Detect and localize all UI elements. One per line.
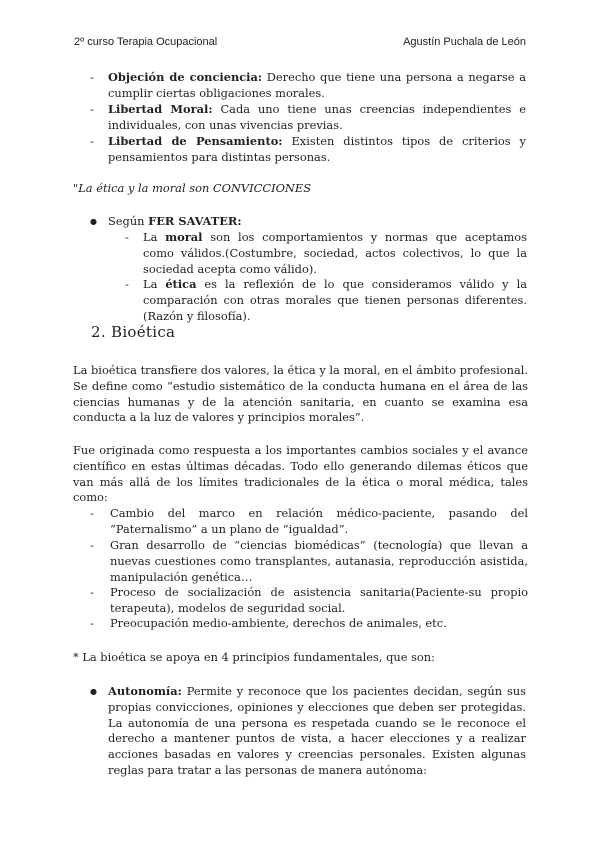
change-item: Preocupación medio-ambiente, derechos de animales, etc. [110, 616, 447, 630]
term-thought-freedom: Libertad de Pensamiento: [108, 134, 283, 148]
item-prefix: La [143, 277, 166, 291]
convictions-quote: "La ética y la moral son CONVICCIONES [73, 181, 311, 195]
dash-marker: - [90, 616, 94, 630]
term-description: Cada uno tiene unas creencias independientes e individuales, con unas vivencias previas. [108, 102, 526, 132]
section-title: Bioética [111, 323, 176, 341]
dash-marker: - [125, 277, 129, 291]
term-autonomy: Autonomía: [108, 684, 182, 698]
term-moral-freedom: Libertad Moral: [108, 102, 213, 116]
header-course: 2º curso Terapia Ocupacional [74, 36, 218, 48]
page-header [74, 36, 526, 48]
dash-marker: - [125, 230, 129, 244]
change-item: Gran desarrollo de “ciencias biomédicas” (tecnología) que llevan a nuevas cuestiones como transplantes, autanasia, reproducción asistida, manipulación genética… [110, 538, 528, 584]
bullet-marker: ● [90, 687, 97, 696]
savater-name: FER SAVATER: [148, 214, 242, 228]
dash-marker: - [90, 70, 94, 84]
item-prefix: La [143, 230, 166, 244]
change-item: Proceso de socialización de asistencia sanitaria(Paciente-su propio terapeuta), modelos de seguridad social. [110, 585, 528, 615]
dash-marker: - [90, 102, 94, 116]
autonomy-description: Permite y reconoce que los pacientes decidan, según sus propias convicciones, opiniones y elecciones que deben ser protegidas. La autonomía de una persona es respetada cuando se le reconoce el derecho a mantener puntos de vista, a hacer elecciones y a realizar acciones basadas en valores y creencias personales. Existen algunas reglas para tratar a las personas de manera autónoma: [108, 684, 526, 777]
paragraph-origin: Fue originada como respuesta a los importantes cambios sociales y el avance científico en estas últimas décadas. Todo ello generando dilemas éticos que van más allá de los límites tradicionales de la ética o moral médica, tales como: [73, 443, 528, 505]
term-moral: moral [165, 230, 203, 244]
dash-marker: - [90, 585, 94, 599]
dash-marker: - [90, 134, 94, 148]
term-description: son los comportamientos y normas que aceptamos como válidos.(Costumbre, sociedad, actos colectivos, lo que la sociedad acepta como válido). [143, 230, 527, 276]
savater-prefix: Según [108, 214, 149, 228]
paragraph-definition: La bioética transfiere dos valores, la ética y la moral, en el ámbito profesional. Se define como “estudio sistemático de la conducta humana en el área de las ciencias humanas y de la atención sanitaria, en cuanto se examina esa conducta a la luz de valores y principios morales”. [73, 363, 528, 425]
change-item: Cambio del marco en relación médico-paciente, pasando del “Paternalismo” a un plano de “igualdad”. [110, 506, 528, 536]
term-ethics: ética [165, 277, 197, 291]
section-number: 2. [91, 323, 106, 341]
dash-marker: - [90, 538, 94, 552]
term-objection: Objeción de conciencia: [108, 70, 263, 84]
term-description: Derecho que tiene una persona a negarse a cumplir ciertas obligaciones morales. [108, 70, 526, 100]
term-description: es la reflexión de lo que consideramos válido y la comparación con otras morales que tienen personas diferentes. (Razón y filosofía). [143, 277, 528, 323]
term-description: Existen distintos tipos de criterios y pensamientos para distintas personas. [108, 134, 526, 164]
header-author: Agustín Puchala de León [403, 36, 526, 48]
principles-intro: * La bioética se apoya en 4 principios fundamentales, que son: [73, 650, 435, 664]
section-heading [91, 323, 175, 341]
bullet-marker: ● [90, 217, 97, 226]
dash-marker: - [90, 506, 94, 520]
